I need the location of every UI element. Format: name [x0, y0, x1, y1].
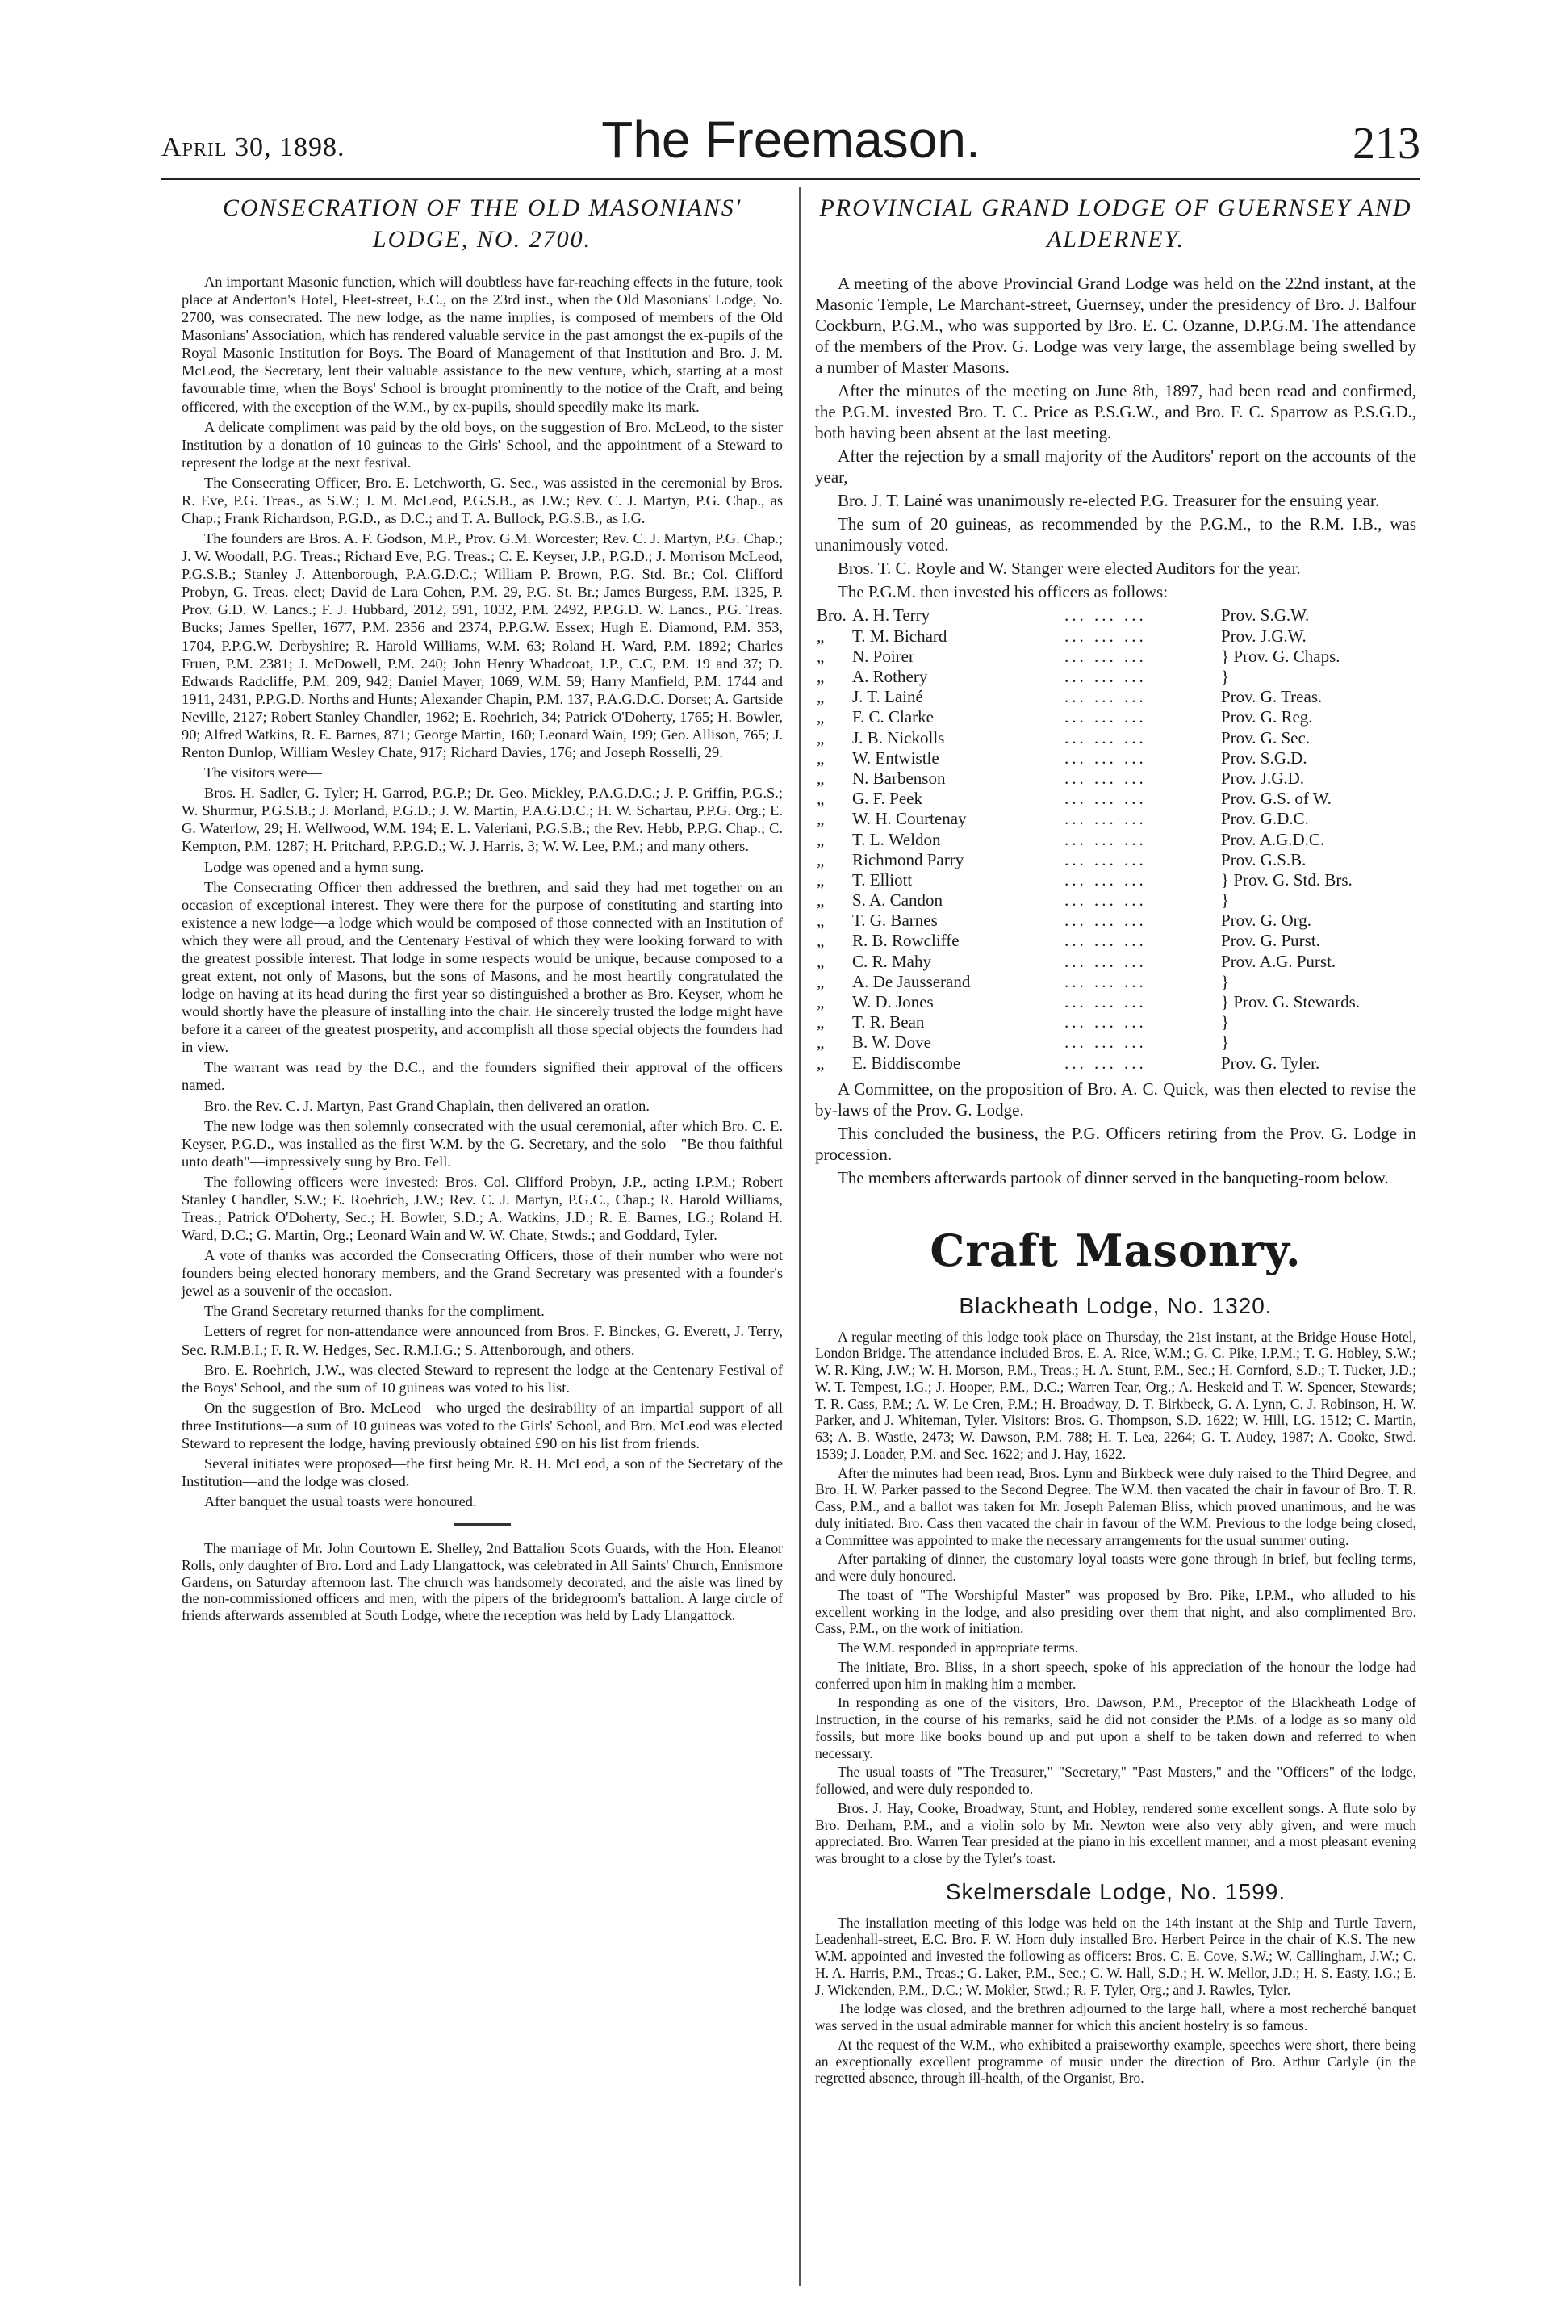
- officer-office: }: [1221, 667, 1230, 687]
- officer-name: G. F. Peek: [852, 789, 922, 809]
- article-paragraph: The sum of 20 guineas, as recommended by the P.G.M., to the R.M. I.B., was unanimously voted.: [815, 514, 1416, 555]
- officer-leader: ... ... ...: [1064, 1032, 1147, 1053]
- officer-row: [815, 870, 1416, 890]
- officer-name: A. Rothery: [852, 667, 928, 687]
- officer-office: } Prov. G. Std. Brs.: [1221, 869, 1353, 890]
- masthead: [161, 105, 1420, 173]
- officer-name: W. H. Courtenay: [852, 809, 967, 829]
- officer-office: Prov. G. Tyler.: [1221, 1053, 1320, 1073]
- officer-name: J. T. Lainé: [852, 687, 923, 707]
- masthead-rule: [161, 178, 1420, 180]
- officer-office: Prov. S.G.W.: [1221, 605, 1310, 626]
- officer-leader: ... ... ...: [1064, 829, 1147, 849]
- officer-office: Prov. G. Reg.: [1221, 707, 1313, 727]
- officer-prefix: „: [817, 890, 825, 911]
- officer-leader: ... ... ...: [1064, 727, 1147, 747]
- officer-row: [815, 707, 1416, 727]
- officer-office: Prov. G. Purst.: [1221, 931, 1320, 951]
- article-paragraph: Bro. the Rev. C. J. Martyn, Past Grand Chaplain, then delivered an oration.: [204, 1097, 650, 1114]
- article-paragraph: The following officers were invested: Bros. Col. Clifford Probyn, J.P., acting I.P.M.; Robert Stanley Chandler, S.W.; E. Roehrich, J.W.; Rev. C. J. Martyn, P.G.C., Chap.; R. Harold Williams, Treas.; Patrick O'Doherty, Sec.; H. Bowler, S.D.; A. Watkins, J.D.; R. E. Barnes, I.G.; Roland H. Ward, D.C.; G. Martin, Org.; Leonard Wain and W. W. Chate, Stwds.; and Goddard, Tyler.: [182, 1173, 783, 1244]
- consecration-heading: CONSECRATION OF THE OLD MASONIANS' LODGE, NO. 2700.: [222, 195, 742, 253]
- officer-name: Richmond Parry: [852, 849, 964, 869]
- report-paragraph: At the request of the W.M., who exhibited a praiseworthy example, speeches were short, there being an exceptionally excellent programme of music under the direction of Bro. Arthur Carlyle (in the regretted absence, through ill-health, of the Organist, Bro.: [815, 2036, 1416, 2087]
- article-paragraph: This concluded the business, the P.G. Officers retiring from the Prov. G. Lodge in procession.: [815, 1123, 1416, 1164]
- officer-row: [815, 1053, 1416, 1074]
- officer-row: [815, 931, 1416, 951]
- officer-leader: ... ... ...: [1064, 992, 1147, 1012]
- officer-row: [815, 728, 1416, 748]
- article-paragraph: Letters of regret for non-attendance were announced from Bros. F. Binckes, G. Everett, J. Terry, Sec. R.M.B.I.; F. R. W. Hedges, Sec. R.M.I.G.; S. Attenborough, and others.: [182, 1323, 783, 1358]
- article-paragraph: After the minutes of the meeting on June 8th, 1897, had been read and confirmed, the P.G.M. invested Bro. T. C. Price as P.S.G.W., and Bro. F. C. Sparrow as P.S.G.D., both having been absent at the last meeting.: [815, 381, 1416, 443]
- officer-office: Prov. A.G.D.C.: [1221, 829, 1325, 849]
- officer-office: Prov. S.G.D.: [1221, 747, 1307, 768]
- officer-prefix: „: [817, 869, 825, 890]
- officer-office: }: [1221, 1012, 1230, 1032]
- officer-office: }: [1221, 1032, 1230, 1053]
- officer-name: C. R. Mahy: [852, 951, 932, 971]
- officer-prefix: Bro.: [817, 605, 847, 626]
- officer-leader: ... ... ...: [1064, 931, 1147, 951]
- officer-leader: ... ... ...: [1064, 707, 1147, 727]
- officer-name: N. Poirer: [852, 646, 914, 666]
- officer-row: [815, 687, 1416, 707]
- article-paragraph: The visitors were—: [204, 764, 323, 781]
- officer-leader: ... ... ...: [1064, 1012, 1147, 1032]
- officer-office: Prov. G.S.B.: [1221, 849, 1307, 869]
- officer-office: Prov. G. Treas.: [1221, 687, 1323, 707]
- officer-prefix: „: [817, 727, 825, 747]
- officer-prefix: „: [817, 667, 825, 687]
- page-number: 213: [1353, 119, 1420, 169]
- article-paragraph: After banquet the usual toasts were honoured.: [204, 1493, 477, 1510]
- officer-name: A. De Jausserand: [852, 971, 971, 991]
- article-paragraph: Bro. E. Roehrich, J.W., was elected Steward to represent the lodge at the Centenary Festival of the Boys' School, and the sum of 10 guineas was voted to his list.: [182, 1361, 783, 1396]
- officer-prefix: „: [817, 971, 825, 991]
- officer-leader: ... ... ...: [1064, 768, 1147, 788]
- issue-date: April 30, 1898.: [161, 132, 345, 162]
- officer-prefix: „: [817, 687, 825, 707]
- officer-office: Prov. G. Org.: [1221, 911, 1312, 931]
- article-paragraph: The Consecrating Officer, Bro. E. Letchworth, G. Sec., was assisted in the ceremonial by Bros. R. Eve, P.G. Treas., as S.W.; J. M. McLeod, P.G.S.B., as J.W.; Rev. C. J. Martyn, P.G. Chap., as Chap.; Frank Richardson, P.G.D., as D.C.; and T. A. Bullock, P.G.S.B., as I.G.: [182, 474, 783, 527]
- officer-row: [815, 830, 1416, 850]
- officer-prefix: „: [817, 707, 825, 727]
- blackheath-report: [815, 1329, 1416, 1867]
- officer-leader: ... ... ...: [1064, 809, 1147, 829]
- officer-prefix: „: [817, 911, 825, 931]
- section-divider: [454, 1523, 511, 1526]
- officer-name: F. C. Clarke: [852, 707, 934, 727]
- officer-row: [815, 605, 1416, 626]
- officer-name: B. W. Dove: [852, 1032, 932, 1053]
- officer-row: [815, 809, 1416, 829]
- officer-office: } Prov. G. Chaps.: [1221, 646, 1340, 666]
- officer-row: [815, 911, 1416, 931]
- officer-name: T. L. Weldon: [852, 829, 941, 849]
- article-paragraph: On the suggestion of Bro. McLeod—who urged the desirability of an impartial support of all three Institutions—a sum of 10 guineas was voted to the Girls' School, and Bro. McLeod was elected Steward to represent the lodge, having previously obtained £90 on his list from friends.: [182, 1399, 783, 1451]
- officer-office: Prov. A.G. Purst.: [1221, 951, 1336, 971]
- officer-leader: ... ... ...: [1064, 626, 1147, 646]
- report-paragraph: The W.M. responded in appropriate terms.: [838, 1639, 1079, 1656]
- article-paragraph: The warrant was read by the D.C., and the founders signified their approval of the officers named.: [182, 1059, 783, 1094]
- officer-office: Prov. G.S. of W.: [1221, 789, 1332, 809]
- officer-leader: ... ... ...: [1064, 667, 1147, 687]
- marriage-note: [182, 1540, 783, 1624]
- officer-prefix: „: [817, 768, 825, 788]
- officer-row: [815, 789, 1416, 809]
- officer-row: [815, 890, 1416, 911]
- officer-leader: ... ... ...: [1064, 849, 1147, 869]
- officer-name: T. Elliott: [852, 869, 913, 890]
- consecration-article: [182, 273, 783, 1510]
- officer-name: A. H. Terry: [852, 605, 930, 626]
- marriage-paragraph: The marriage of Mr. John Courtown E. Shelley, 2nd Battalion Scots Guards, with the Hon. Eleanor Rolls, only daughter of Bro. Lord and Lady Llangattock, was celebrated in All Saints' Church, Ennismore Gardens, on Saturday afternoon last. The church was handsomely decorated, and the aisle was lined by the non-commissioned officers and men, with the pipers of the bridegroom's battalion. A large circle of friends afterwards assembled at South Lodge, where the reception was held by Lady Llangattock.: [182, 1540, 783, 1624]
- officer-name: T. G. Barnes: [852, 911, 938, 931]
- officer-prefix: „: [817, 849, 825, 869]
- officers-list: [815, 605, 1416, 1073]
- officer-prefix: „: [817, 626, 825, 646]
- officer-row: [815, 972, 1416, 992]
- officer-row: [815, 748, 1416, 768]
- officer-name: W. Entwistle: [852, 747, 939, 768]
- officer-prefix: „: [817, 1053, 825, 1073]
- officer-row: [815, 626, 1416, 647]
- officer-leader: ... ... ...: [1064, 890, 1147, 911]
- officer-row: [815, 992, 1416, 1012]
- officer-prefix: „: [817, 829, 825, 849]
- officer-leader: ... ... ...: [1064, 747, 1147, 768]
- officer-prefix: „: [817, 931, 825, 951]
- article-paragraph: The new lodge was then solemnly consecrated with the usual ceremonial, after which Bro. C. E. Keyser, P.G.D., was installed as the first W.M. by the G. Secretary, and the solo—"Be thou faithful unto death"—impressively sung by Bro. Fell.: [182, 1117, 783, 1170]
- officer-office: Prov. G.D.C.: [1221, 809, 1309, 829]
- officer-name: N. Barbenson: [852, 768, 946, 788]
- article-paragraph: A Committee, on the proposition of Bro. A. C. Quick, was then elected to revise the by-laws of the Prov. G. Lodge.: [815, 1078, 1416, 1120]
- officer-leader: ... ... ...: [1064, 789, 1147, 809]
- officer-leader: ... ... ...: [1064, 1053, 1147, 1073]
- officer-prefix: „: [817, 809, 825, 829]
- officer-name: J. B. Nickolls: [852, 727, 945, 747]
- report-paragraph: A regular meeting of this lodge took place on Thursday, the 21st instant, at the Bridge House Hotel, London Bridge. The attendance included Bros. E. A. Rice, W.M.; G. C. Pike, I.P.M.; T. G. Hobley, S.W.; W. R. King, J.W.; W. H. Morson, P.M., Treas.; H. A. Stunt, P.M., Sec.; H. Cornford, S.D.; T. Tucker, J.D.; W. T. Tempest, I.G.; J. Hooper, P.M., D.C.; Warren Tear, Org.; A. Heskeid and T. W. Spencer, Stewards; T. R. Cass, P.M.; A. W. Le Cren, P.M.; H. Broadway, D. T. Birkbeck, G. A. Lynn, C. J. Robinson, H. W. Parker, and J. Whiteman, Tyler. Visitors: Bros. G. Thompson, S.D. 1622; W. Hill, I.G. 1512; C. Martin, 63; A. B. Wastie, 2473; W. Dawson, P.M. 788; H. T. Lea, 2264; G. T. Audey, 1987; A. Cooke, Stwd. 1539; J. Loader, P.M. and Sec. 1622; and J. Hay, 1622.: [815, 1328, 1416, 1462]
- officer-leader: ... ... ...: [1064, 869, 1147, 890]
- report-paragraph: The installation meeting of this lodge was held on the 14th instant at the Ship and Turtle Tavern, Leadenhall-street, E.C. Bro. F. W. Horn duly installed Bro. Herbert Peirce in the chair of K.S. The new W.M. appointed and invested the following as officers: Bros. C. E. Cove, S.W.; W. Callingham, J.W.; C. H. A. Harris, P.M., Treas.; G. Laker, P.M., Sec.; C. W. Hall, S.D.; H. W. Mellor, J.D.; H. S. Easty, I.G.; E. J. Wickenden, P.M., D.C.; W. Mokler, Stwd.; R. F. Tyler, Org.; and J. Rawles, Tyler.: [815, 1914, 1416, 1998]
- officer-name: S. A. Candon: [852, 890, 943, 911]
- report-paragraph: After the minutes had been read, Bros. Lynn and Birkbeck were duly raised to the Third Degree, and Bro. H. W. Parker passed to the Second Degree. The W.M. then vacated the chair in favour of Bro. T. R. Cass, P.M., and a ballot was taken for Mr. Joseph Paleman Bliss, which proved unanimous, and he was duly initiated. Bro. Cass then vacated the chair in favour of the W.M. Previous to the lodge being closed, a Committee was appointed to make the necessary arrangements for the usual summer outing.: [815, 1464, 1416, 1548]
- officer-leader: ... ... ...: [1064, 646, 1147, 666]
- officer-prefix: „: [817, 951, 825, 971]
- article-paragraph: Several initiates were proposed—the first being Mr. R. H. McLeod, a son of the Secretary of the Institution—and the lodge was closed.: [182, 1455, 783, 1490]
- skelmersdale-report: [815, 1915, 1416, 2087]
- provincial-article: [815, 273, 1416, 602]
- officer-row: [815, 952, 1416, 972]
- officer-row: [815, 1012, 1416, 1032]
- officer-prefix: „: [817, 747, 825, 768]
- officer-leader: ... ... ...: [1064, 605, 1147, 626]
- report-paragraph: The initiate, Bro. Bliss, in a short speech, spoke of his appreciation of the honour the lodge had conferred upon him in making him a member.: [815, 1658, 1416, 1692]
- article-paragraph: A vote of thanks was accorded the Consecrating Officers, those of their number who were not founders being elected honorary members, and the Grand Secretary was presented with a founder's jewel as a souvenir of the occasion.: [182, 1247, 783, 1300]
- officer-row: [815, 850, 1416, 870]
- left-column: [182, 187, 783, 1627]
- provincial-closing: [815, 1078, 1416, 1188]
- officer-office: Prov. G. Sec.: [1221, 727, 1311, 747]
- column-divider: [799, 187, 801, 2286]
- officer-name: R. B. Rowcliffe: [852, 931, 960, 951]
- article-paragraph: The P.G.M. then invested his officers as follows:: [838, 582, 1169, 602]
- officer-row: [815, 667, 1416, 687]
- officer-leader: ... ... ...: [1064, 911, 1147, 931]
- officer-name: E. Biddiscombe: [852, 1053, 961, 1073]
- craft-masonry-heading: Craft Masonry.: [930, 1224, 1302, 1276]
- article-paragraph: The Consecrating Officer then addressed the brethren, and said they had met together on an occasion of exceptional interest. They were there for the purpose of constituting and starting into existence a new lodge—a lodge which would be composed of those connected with an Institution of which they were all proud, and the Centenary Festival of which they were looking forward to with the greatest possible interest. That lodge in some respects would be unique, because composed to a great extent, not only of Masons, but the sons of Masons, and he most heartily congratulated the lodge on having at its head during the first year so distinguished a brother as Bro. Keyser, whom he would shortly have the pleasure of installing into the chair. He sincerely trusted the lodge might have before it a career of the greatest prosperity, and accomplish all those special objects the founders had in view.: [182, 878, 783, 1056]
- blackheath-heading: Blackheath Lodge, No. 1320.: [959, 1292, 1273, 1318]
- article-paragraph: Bros. H. Sadler, G. Tyler; H. Garrod, P.G.P.; Dr. Geo. Mickley, P.A.G.D.C.; J. P. Griffin, P.G.S.; W. Shurmur, P.G.S.B.; J. Morland, P.G.D.; J. W. Martin, P.A.G.D.C.; H. W. Schartau, P.P.G. Org.; E. G. Waterlow, 29; H. Wellwood, W.M. 194; E. L. Valeriani, P.G.S.B.; the Rev. Hebb, P.P.G. Chap.; C. Kempton, P.M. 1287; H. Pritchard, P.P.G.D.; W. J. Harris, 3; W. W. Lee, P.M.; and many others.: [182, 785, 783, 855]
- officer-office: } Prov. G. Stewards.: [1221, 992, 1361, 1012]
- officer-leader: ... ... ...: [1064, 951, 1147, 971]
- report-paragraph: The usual toasts of "The Treasurer," "Secretary," "Past Masters," and the "Officers" of the lodge, followed, and were duly responded to.: [815, 1764, 1416, 1798]
- provincial-heading: PROVINCIAL GRAND LODGE OF GUERNSEY AND ALDERNEY.: [819, 195, 1412, 253]
- report-paragraph: The toast of "The Worshipful Master" was proposed by Bro. Pike, I.P.M., who alluded to his excellent working in the lodge, and also presiding over them that night, and also complimented Bro. Cass, P.M., on the work of initiation.: [815, 1586, 1416, 1637]
- article-paragraph: The members afterwards partook of dinner served in the banqueting-room below.: [838, 1167, 1389, 1187]
- officer-office: }: [1221, 971, 1230, 991]
- article-paragraph: The Grand Secretary returned thanks for the compliment.: [204, 1303, 545, 1320]
- skelmersdale-heading: Skelmersdale Lodge, No. 1599.: [945, 1878, 1286, 1904]
- officer-row: [815, 768, 1416, 789]
- article-paragraph: Bros. T. C. Royle and W. Stanger were elected Auditors for the year.: [838, 559, 1301, 579]
- officer-name: T. M. Bichard: [852, 626, 947, 646]
- officer-row: [815, 1032, 1416, 1053]
- officer-office: Prov. J.G.D.: [1221, 768, 1305, 788]
- officer-prefix: „: [817, 646, 825, 666]
- officer-prefix: „: [817, 789, 825, 809]
- officer-prefix: „: [817, 992, 825, 1012]
- article-paragraph: A meeting of the above Provincial Grand Lodge was held on the 22nd instant, at the Masonic Temple, Le Marchant-street, Guernsey, under the presidency of Bro. J. Balfour Cockburn, P.G.M., who was supported by Bro. E. C. Ozanne, D.P.G.M. The attendance of the members of the Prov. G. Lodge was very large, the assemblage being swelled by a number of Master Masons.: [815, 274, 1416, 378]
- right-column: [815, 187, 1416, 2089]
- article-paragraph: The founders are Bros. A. F. Godson, M.P., Prov. G.M. Worcester; Rev. C. J. Martyn, P.G. Chap.; J. W. Woodall, P.G. Treas.; Richard Eve, P.G. Treas.; C. E. Keyser, J.P., P.G.D.; J. Morrison McLeod, P.G.S.B.; Stanley J. Attenborough, P.A.G.D.C.; William P. Brown, P.G. Std. Br.; Col. Clifford Probyn, G. Treas. elect; David de Lara Cohen, P.M. 29, P.G. St. Br.; James Burgess, P.M. 1325, P. Prov. G.D. W. Lancs.; F. J. Hubbard, 2012, 591, 1032, P.M. 2492, P.P.G.D. W. Lancs., P.G. Treas. Bucks; James Speller, 1677, P.M. 2356 and 2374, P.P.G.W. Essex; Hugh E. Diamond, P.M. 353, 1704, P.P.G.W. Derbyshire; R. Harold Williams, W.M. 63; Roland H. Ward, P.M. 1892; Charles Fruen, P.M. 2381; J. McDowell, P.M. 240; John Henry Whadcoat, J.P., C.C, P.M. 19 and 37; D. Edwards Radcliffe, P.M. 209, 942; Daniel Mayer, 1069, W.M. 59; Harry Manfield, P.M. 1744 and 1911, 2431, P.P.G.D. Norths and Hunts; Alexander Chapin, P.M. 137, P.A.G.D.C. Dorset; A. Gartside Neville, 2127; Robert Stanley Chandler, 1962; E. Roehrich, 34; Patrick O'Doherty, 1765; H. Bowler, 90; Alfred Watkins, R. E. Barnes, 871; George Martin, 160; Leonard Wain, 199; Geo. Allison, 765; J. Renton Dunlop, William Wesley Chate, 917; Richard Davies, 176; and Joseph Rosselli, 29.: [182, 530, 783, 761]
- report-paragraph: After partaking of dinner, the customary loyal toasts were gone through in brief, but feeling terms, and were duly honoured.: [815, 1551, 1416, 1585]
- report-paragraph: In responding as one of the visitors, Bro. Dawson, P.M., Preceptor of the Blackheath Lodge of Instruction, in the course of his remarks, said he did not consider the P.Ms. of a lodge as so many old fossils, but more like books bound up and put upon a shelf to be taken down and referred to when necessary.: [815, 1694, 1416, 1761]
- officer-leader: ... ... ...: [1064, 687, 1147, 707]
- newspaper-title: The Freemason.: [601, 111, 981, 169]
- officer-office: Prov. J.G.W.: [1221, 626, 1307, 646]
- officer-leader: ... ... ...: [1064, 971, 1147, 991]
- report-paragraph: The lodge was closed, and the brethren adjourned to the large hall, where a most recherché banquet was served in the usual admirable manner for which this ancient hostelry is so famous.: [815, 2000, 1416, 2034]
- officer-prefix: „: [817, 1032, 825, 1053]
- officer-row: [815, 647, 1416, 667]
- officer-name: T. R. Bean: [852, 1012, 925, 1032]
- article-paragraph: Bro. J. T. Lainé was unanimously re-elected P.G. Treasurer for the ensuing year.: [838, 491, 1380, 511]
- article-paragraph: An important Masonic function, which will doubtless have far-reaching effects in the future, took place at Anderton's Hotel, Fleet-street, E.C., on the 23rd inst., when the Old Masonians' Lodge, No. 2700, was consecrated. The new lodge, as the name implies, is composed of members of the Old Masonians' Association, which has rendered valuable service in the past amongst the ex-pupils of the Royal Masonic Institution for Boys. The Board of Management of that Institution and Bro. J. M. McLeod, the Secretary, lent their valuable assistance to the new venture, which, starting at a most favourable time, when the Boys' School is brought prominently to the notice of the Craft, and being officered, with the exception of the W.M., by ex-pupils, should speedily make its mark.: [182, 274, 783, 415]
- article-paragraph: After the rejection by a small majority of the Auditors' report on the accounts of the year,: [815, 446, 1416, 488]
- article-paragraph: Lodge was opened and a hymn sung.: [204, 858, 424, 875]
- officer-name: W. D. Jones: [852, 992, 934, 1012]
- officer-office: }: [1221, 890, 1230, 911]
- report-paragraph: Bros. J. Hay, Cooke, Broadway, Stunt, and Hobley, rendered some excellent songs. A flute solo by Bro. Derham, P.M., and a violin solo by Mr. Newton were also very ably given, and were much appreciated. Bro. Warren Tear presided at the piano in his excellent manner, and a most pleasant evening was brought to a close by the Tyler's toast.: [815, 1799, 1416, 1867]
- officer-prefix: „: [817, 1012, 825, 1032]
- article-paragraph: A delicate compliment was paid by the old boys, on the suggestion of Bro. McLeod, to the sister Institution by a donation of 10 guineas to the Girls' School, and the appointment of a Steward to represent the lodge at the next festival.: [182, 418, 783, 471]
